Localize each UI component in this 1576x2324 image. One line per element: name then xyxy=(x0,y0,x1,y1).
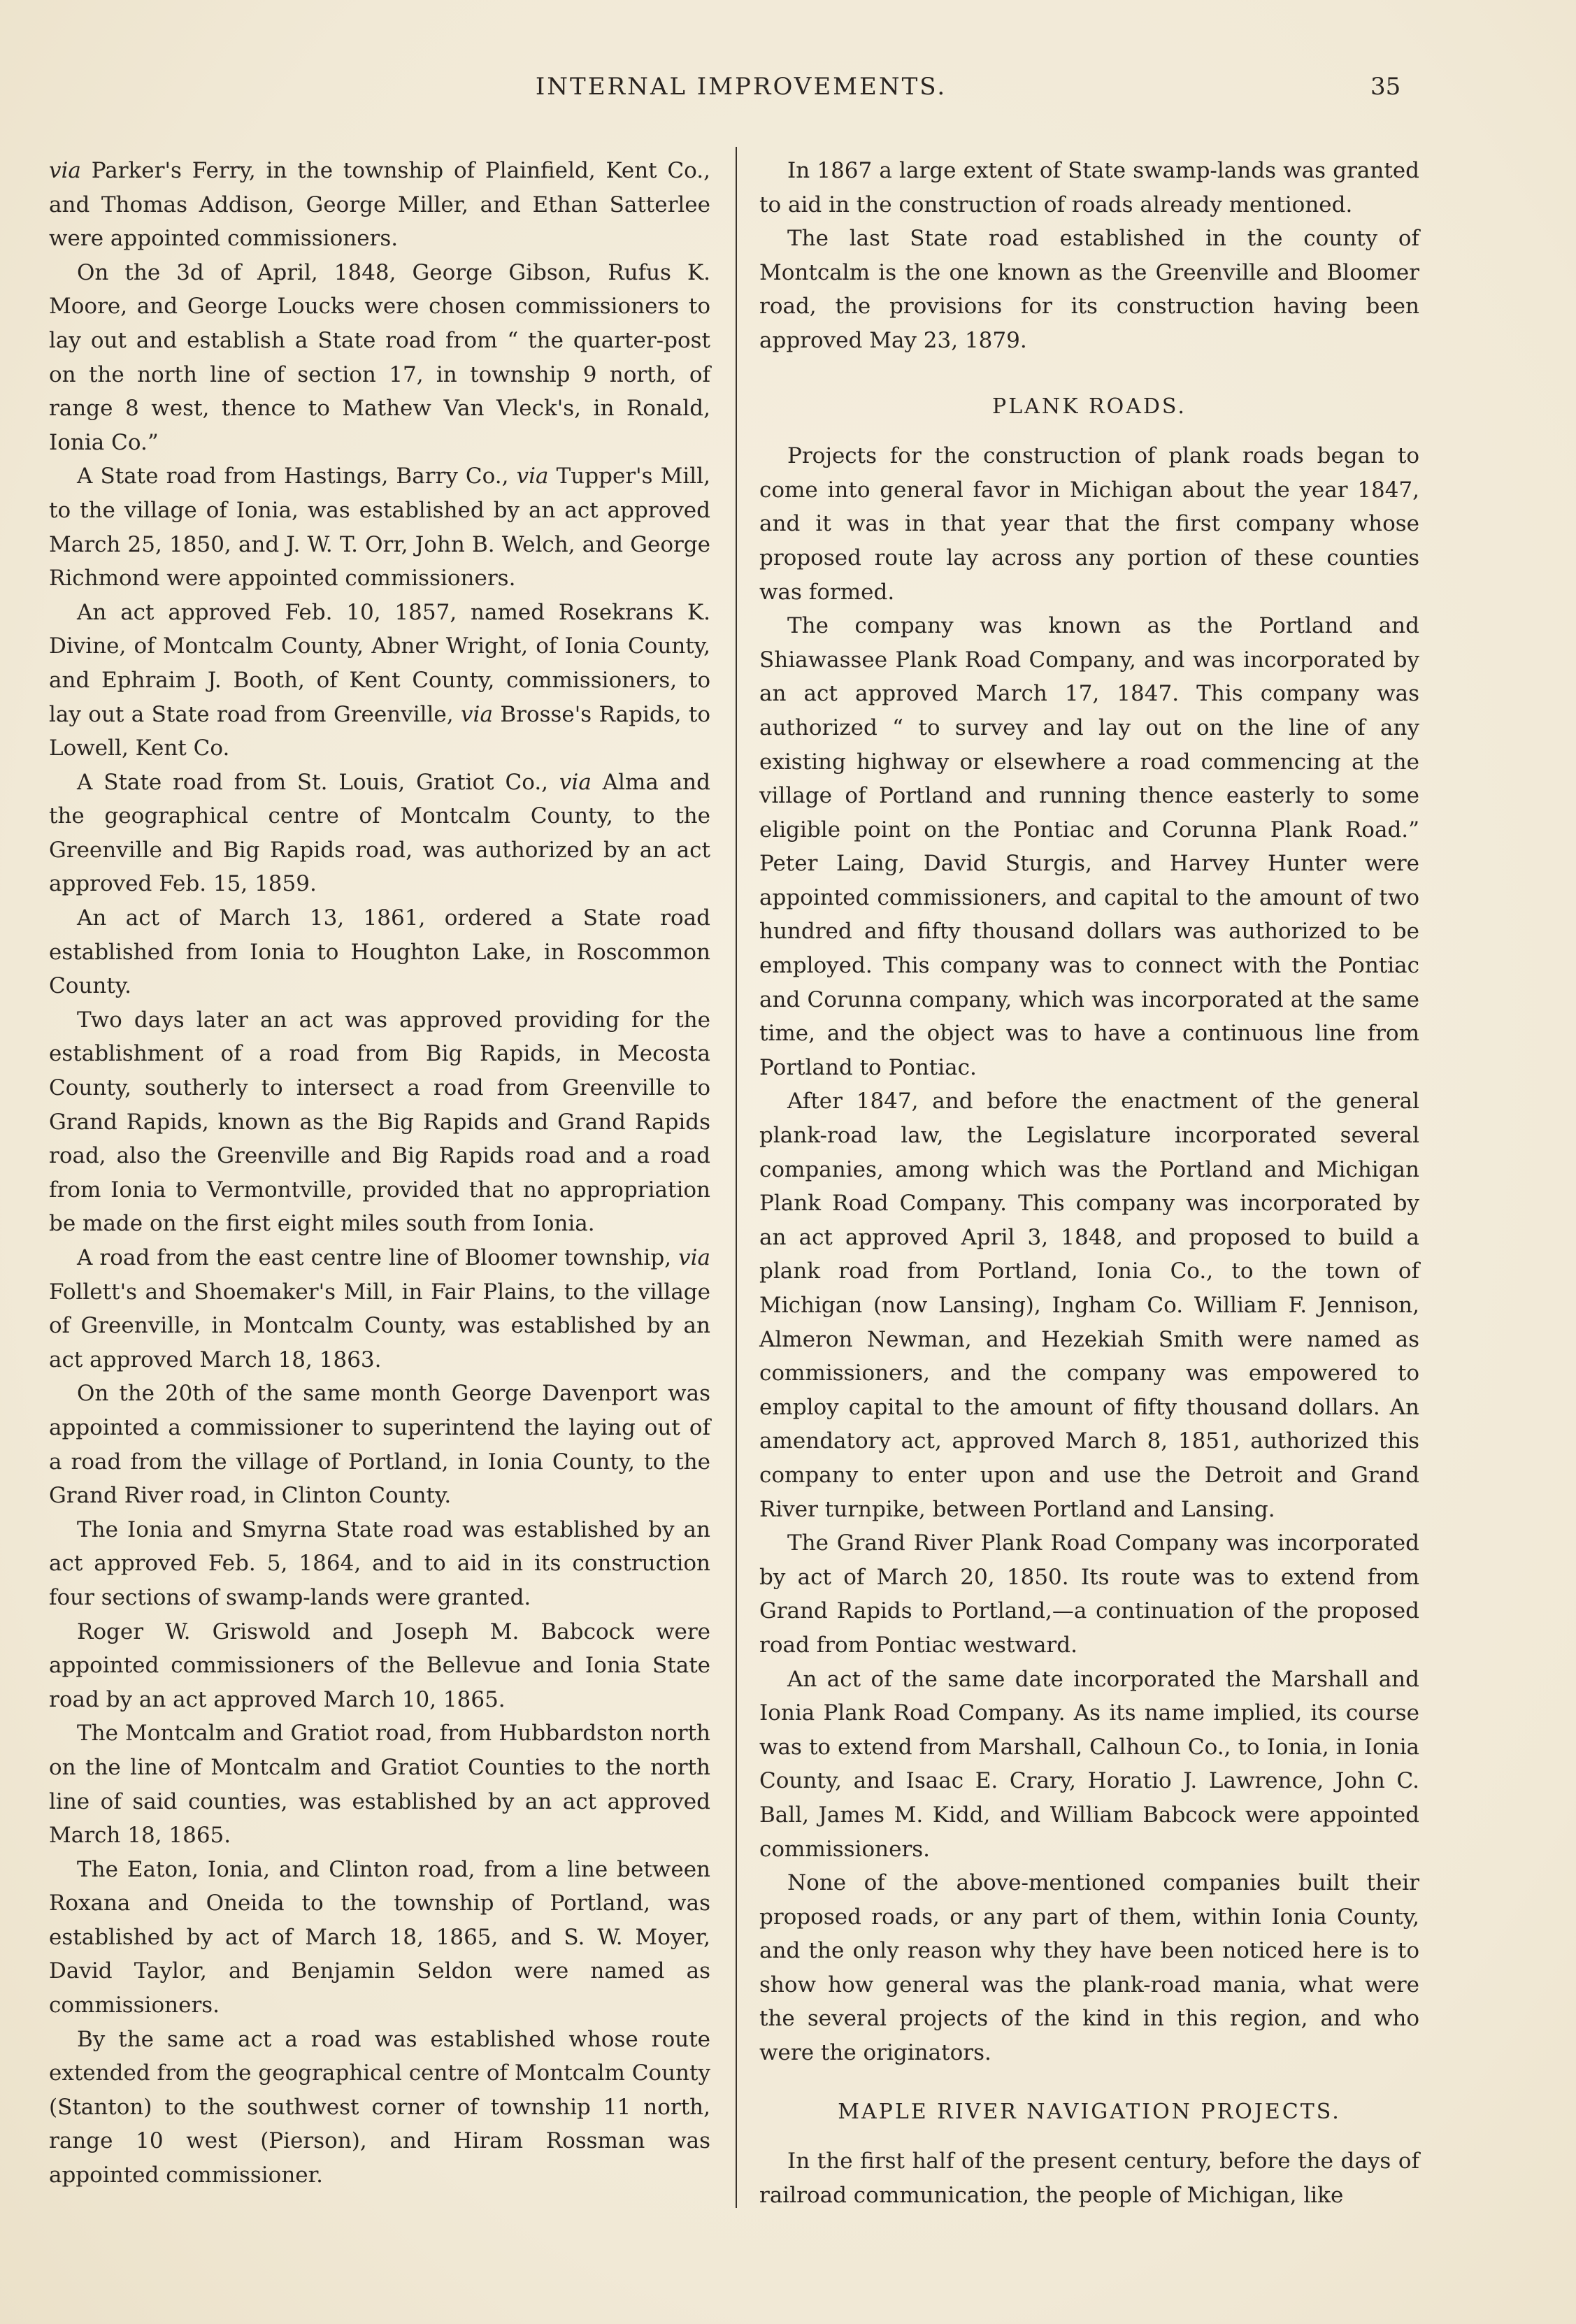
page-header xyxy=(0,73,1576,115)
paragraph: The Montcalm and Gratiot road, from Hubbardston north on the line of Montcalm and Gratiot Counties to the north line of said counties, was established by an act approved March 18, 1865. xyxy=(49,1721,710,1849)
section-heading-plank-roads: PLANK ROADS. xyxy=(992,394,1187,419)
paragraph: The Eaton, Ionia, and Clinton road, from a line between Roxana and Oneida to the township of Portland, was established by act of March 18, 1865, and S. W. Moyer, David Taylor, and Benjamin Seldon were named as commissioners. xyxy=(49,1856,710,2018)
paragraph: An act of the same date incorporated the Marshall and Ionia Plank Road Company. As its name implied, its course was to extend from Marshall, Calhoun Co., to Ionia, in Ionia County, and Isaac E. Crary, Horatio J. Lawrence, John C. Ball, James M. Kidd, and William Babcock were appointed commissioners. xyxy=(759,1666,1419,1862)
paragraph: In the first half of the present century, before the days of railroad communication, the people of Michigan, like xyxy=(759,2149,1419,2208)
right-intro-paragraphs xyxy=(759,154,1419,358)
running-title: INTERNAL IMPROVEMENTS. xyxy=(535,73,947,101)
paragraph: Projects for the construction of plank roads began to come into general favor in Michigan about the year 1847, and it was in that year that the first company whose proposed route lay across any portion of these counties was formed. xyxy=(759,443,1419,605)
italic-text: via xyxy=(559,769,592,795)
paragraph: The Grand River Plank Road Company was incorporated by act of March 20, 1850. Its route was to extend from Grand Rapids to Portland,—a continuation of the proposed road from Pontiac westward. xyxy=(759,1530,1419,1658)
paragraph: Two days later an act was approved providing for the establishment of a road from Big Rapids, in Mecosta County, southerly to intersect a road from Greenville to Grand Rapids, known as the Big Rapids and Grand Rapids road, also the Greenville and Big Rapids road and a road from Ionia to Vermontville, provided that no appropriation be made on the first eight miles south from Ionia. xyxy=(49,1007,710,1237)
column-divider xyxy=(736,147,737,2208)
italic-text: via xyxy=(49,158,81,183)
paragraph: On the 20th of the same month George Davenport was appointed a commissioner to superintend the laying out of a road from the village of Portland, in Ionia County, to the Grand River road, in Clinton County. xyxy=(49,1381,710,1509)
paragraph: The last State road established in the county of Montcalm is the one known as the Greenville and Bloomer road, the provisions for its construction having been approved May 23, 1879. xyxy=(759,226,1419,353)
right-column xyxy=(759,154,1419,2212)
paragraph: A State road from Hastings, Barry Co., via Tupper's Mill, to the village of Ionia, was established by an act approved March 25, 1850, and J. W. T. Orr, John B. Welch, and George Richmond were appointed commissioners. xyxy=(49,464,710,591)
paragraph: An act approved Feb. 10, 1857, named Rosekrans K. Divine, of Montcalm County, Abner Wright, of Ionia County, and Ephraim J. Booth, of Kent County, commissioners, to lay out a State road from Greenville, via Brosse's Rapids, to Lowell, Kent Co. xyxy=(49,599,710,761)
paragraph: via Parker's Ferry, in the township of Plainfield, Kent Co., and Thomas Addison, George Miller, and Ethan Satterlee were appointed commissioners. xyxy=(49,158,710,252)
italic-text: via xyxy=(461,701,493,727)
paragraph: An act of March 13, 1861, ordered a State road established from Ionia to Houghton Lake, in Roscommon County. xyxy=(49,905,710,999)
italic-text: via xyxy=(678,1245,710,1270)
page-number: 35 xyxy=(1370,73,1401,101)
paragraph: On the 3d of April, 1848, George Gibson, Rufus K. Moore, and George Loucks were chosen commissioners to lay out and establish a State road from “ the quarter-post on the north line of section 17, in township 9 north, of range 8 west, thence to Mathew Van Vleck's, in Ronald, Ionia Co.” xyxy=(49,259,710,455)
left-column xyxy=(49,154,710,2193)
paragraph: A State road from St. Louis, Gratiot Co., via Alma and the geographical centre of Montcalm County, to the Greenville and Big Rapids road, was authorized by an act approved Feb. 15, 1859. xyxy=(49,769,710,897)
paragraph: In 1867 a large extent of State swamp-lands was granted to aid in the construction of roads already mentioned. xyxy=(759,158,1419,217)
paragraph: After 1847, and before the enactment of the general plank-road law, the Legislature incorporated several companies, among which was the Portland and Michigan Plank Road Company. This company was incorporated by an act approved April 3, 1848, and proposed to build a plank road from Portland, Ionia Co., to the town of Michigan (now Lansing), Ingham Co. William F. Jennison, Almeron Newman, and Hezekiah Smith were named as commissioners, and the company was empowered to employ capital to the amount of fifty thousand dollars. An amendatory act, approved March 8, 1851, authorized this company to enter upon and use the Detroit and Grand River turnpike, between Portland and Lansing. xyxy=(759,1089,1419,1522)
paragraph: A road from the east centre line of Bloomer township, via Follett's and Shoemaker's Mill, in Fair Plains, to the village of Greenville, in Montcalm County, was established by an act approved March 18, 1863. xyxy=(49,1245,710,1372)
italic-text: via xyxy=(516,464,549,489)
paragraph: Roger W. Griswold and Joseph M. Babcock were appointed commissioners of the Bellevue and Ionia State road by an act approved March 10, 1865. xyxy=(49,1619,710,1712)
plank-roads-paragraphs xyxy=(759,439,1419,2070)
paragraph: By the same act a road was established whose route extended from the geographical centre of Montcalm County (Stanton) to the southwest corner of township 11 north, range 10 west (Pierson), and Hiram Rossman was appointed commissioner. xyxy=(49,2026,710,2188)
paragraph: The company was known as the Portland and Shiawassee Plank Road Company, and was incorporated by an act approved March 17, 1847. This company was authorized “ to survey and lay out on the line of any existing highway or elsewhere a road commencing at the village of Portland and running thence easterly to some eligible point on the Pontiac and Corunna Plank Road.” Peter Laing, David Sturgis, and Harvey Hunter were appointed commissioners, and capital to the amount of two hundred and fifty thousand dollars was authorized to be employed. This company was to connect with the Pontiac and Corunna company, which was incorporated at the same time, and the object was to have a continuous line from Portland to Pontiac. xyxy=(759,613,1419,1080)
maple-river-paragraphs xyxy=(759,2144,1419,2212)
section-heading-maple-river: MAPLE RIVER NAVIGATION PROJECTS. xyxy=(838,2099,1341,2124)
paragraph: The Ionia and Smyrna State road was established by an act approved Feb. 5, 1864, and to aid in its construction four sections of swamp-lands were granted. xyxy=(49,1516,710,1610)
paragraph: None of the above-mentioned companies built their proposed roads, or any part of them, within Ionia County, and the only reason why they have been noticed here is to show how general was the plank-road mania, what were the several projects of the kind in this region, and who were the originators. xyxy=(759,1870,1419,2066)
